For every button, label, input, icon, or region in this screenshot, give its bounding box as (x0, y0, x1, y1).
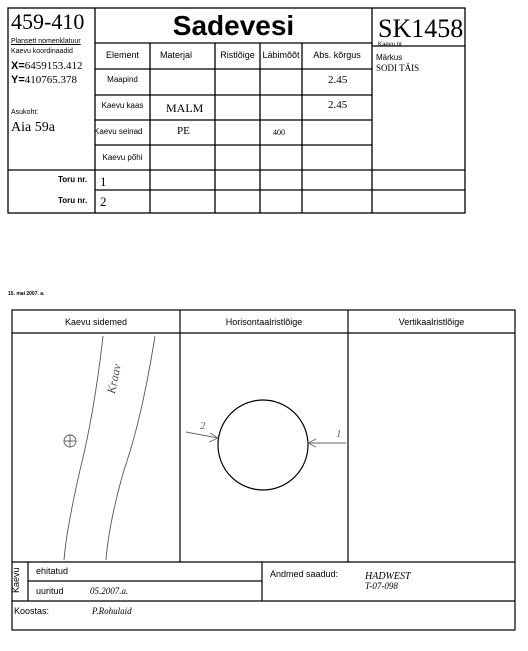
ditch-label: Kraav (104, 362, 124, 395)
column-header-element: Element (105, 50, 140, 60)
location-label: Asukoht: (11, 109, 39, 116)
row-material-value: MALM (166, 101, 204, 115)
manhole-symbol-icon (64, 435, 76, 447)
column-header-diameter: Läbimõõt (262, 50, 300, 60)
well-label: Kaevu nr (378, 42, 403, 48)
row-element-label: Kaevu seinad (94, 127, 143, 136)
column-header-elevation: Abs. kõrgus (313, 50, 361, 60)
row-diameter-value: 400 (273, 128, 285, 137)
pipe-arrows (186, 432, 346, 447)
page-title: Sadevesi (172, 10, 295, 41)
coords-label: Kaevu koordinaadid (11, 48, 73, 55)
author-label: Koostas: (14, 606, 50, 616)
row-material-value: PE (177, 125, 190, 137)
row-elevation-value: 2.45 (328, 99, 348, 111)
panel-title-vertical-section: Vertikaalristlõige (398, 317, 465, 327)
remarks-label: Märkus (376, 53, 403, 62)
sheet-number: 459-410 (11, 9, 85, 34)
row-element-label: Kaevu põhi (102, 153, 143, 162)
footer-side-label: Kaevu (11, 567, 21, 593)
document-date: 15. mai 2007. a. (8, 291, 45, 297)
data-source-code: T-07-098 (365, 581, 398, 591)
well-number: SK1458 (378, 14, 464, 43)
measured-label: uuritud (36, 586, 64, 596)
y-coordinate: Y=410765.378 (11, 74, 78, 86)
column-header-material: Materjal (160, 50, 193, 60)
panel-title-connections: Kaevu sidemed (64, 317, 128, 327)
data-source-label: Andmed saadud: (270, 569, 339, 579)
row-elevation-value: 2.45 (328, 74, 348, 86)
measured-value: 05.2007.a. (90, 586, 129, 596)
sheet-label: Plansett nomenklatuur (11, 38, 81, 45)
pipe-number: 2 (100, 194, 107, 209)
location-value: Aia 59a (11, 120, 55, 135)
data-source-value: HADWEST (365, 571, 411, 582)
well-cross-section-circle (218, 400, 308, 490)
pipe-label: Toru nr. (58, 175, 88, 184)
author-value: P.Rohulaid (92, 606, 132, 616)
remarks-value: SODI TÄIS (376, 63, 420, 73)
pipe-label: Toru nr. (58, 196, 88, 205)
column-header-section: Ristlõige (220, 50, 255, 60)
row-element-label: Kaevu kaas (101, 101, 144, 110)
built-label: ehitatud (36, 566, 69, 576)
pipe-out-label: 1 (336, 428, 342, 440)
pipe-number: 1 (100, 174, 107, 189)
x-coordinate: X=6459153.412 (11, 60, 83, 72)
row-element-label: Maapind (107, 75, 138, 84)
pipe-in-label: 2 (200, 420, 206, 432)
panel-title-horizontal-section: Horisontaalristlõige (225, 317, 303, 327)
